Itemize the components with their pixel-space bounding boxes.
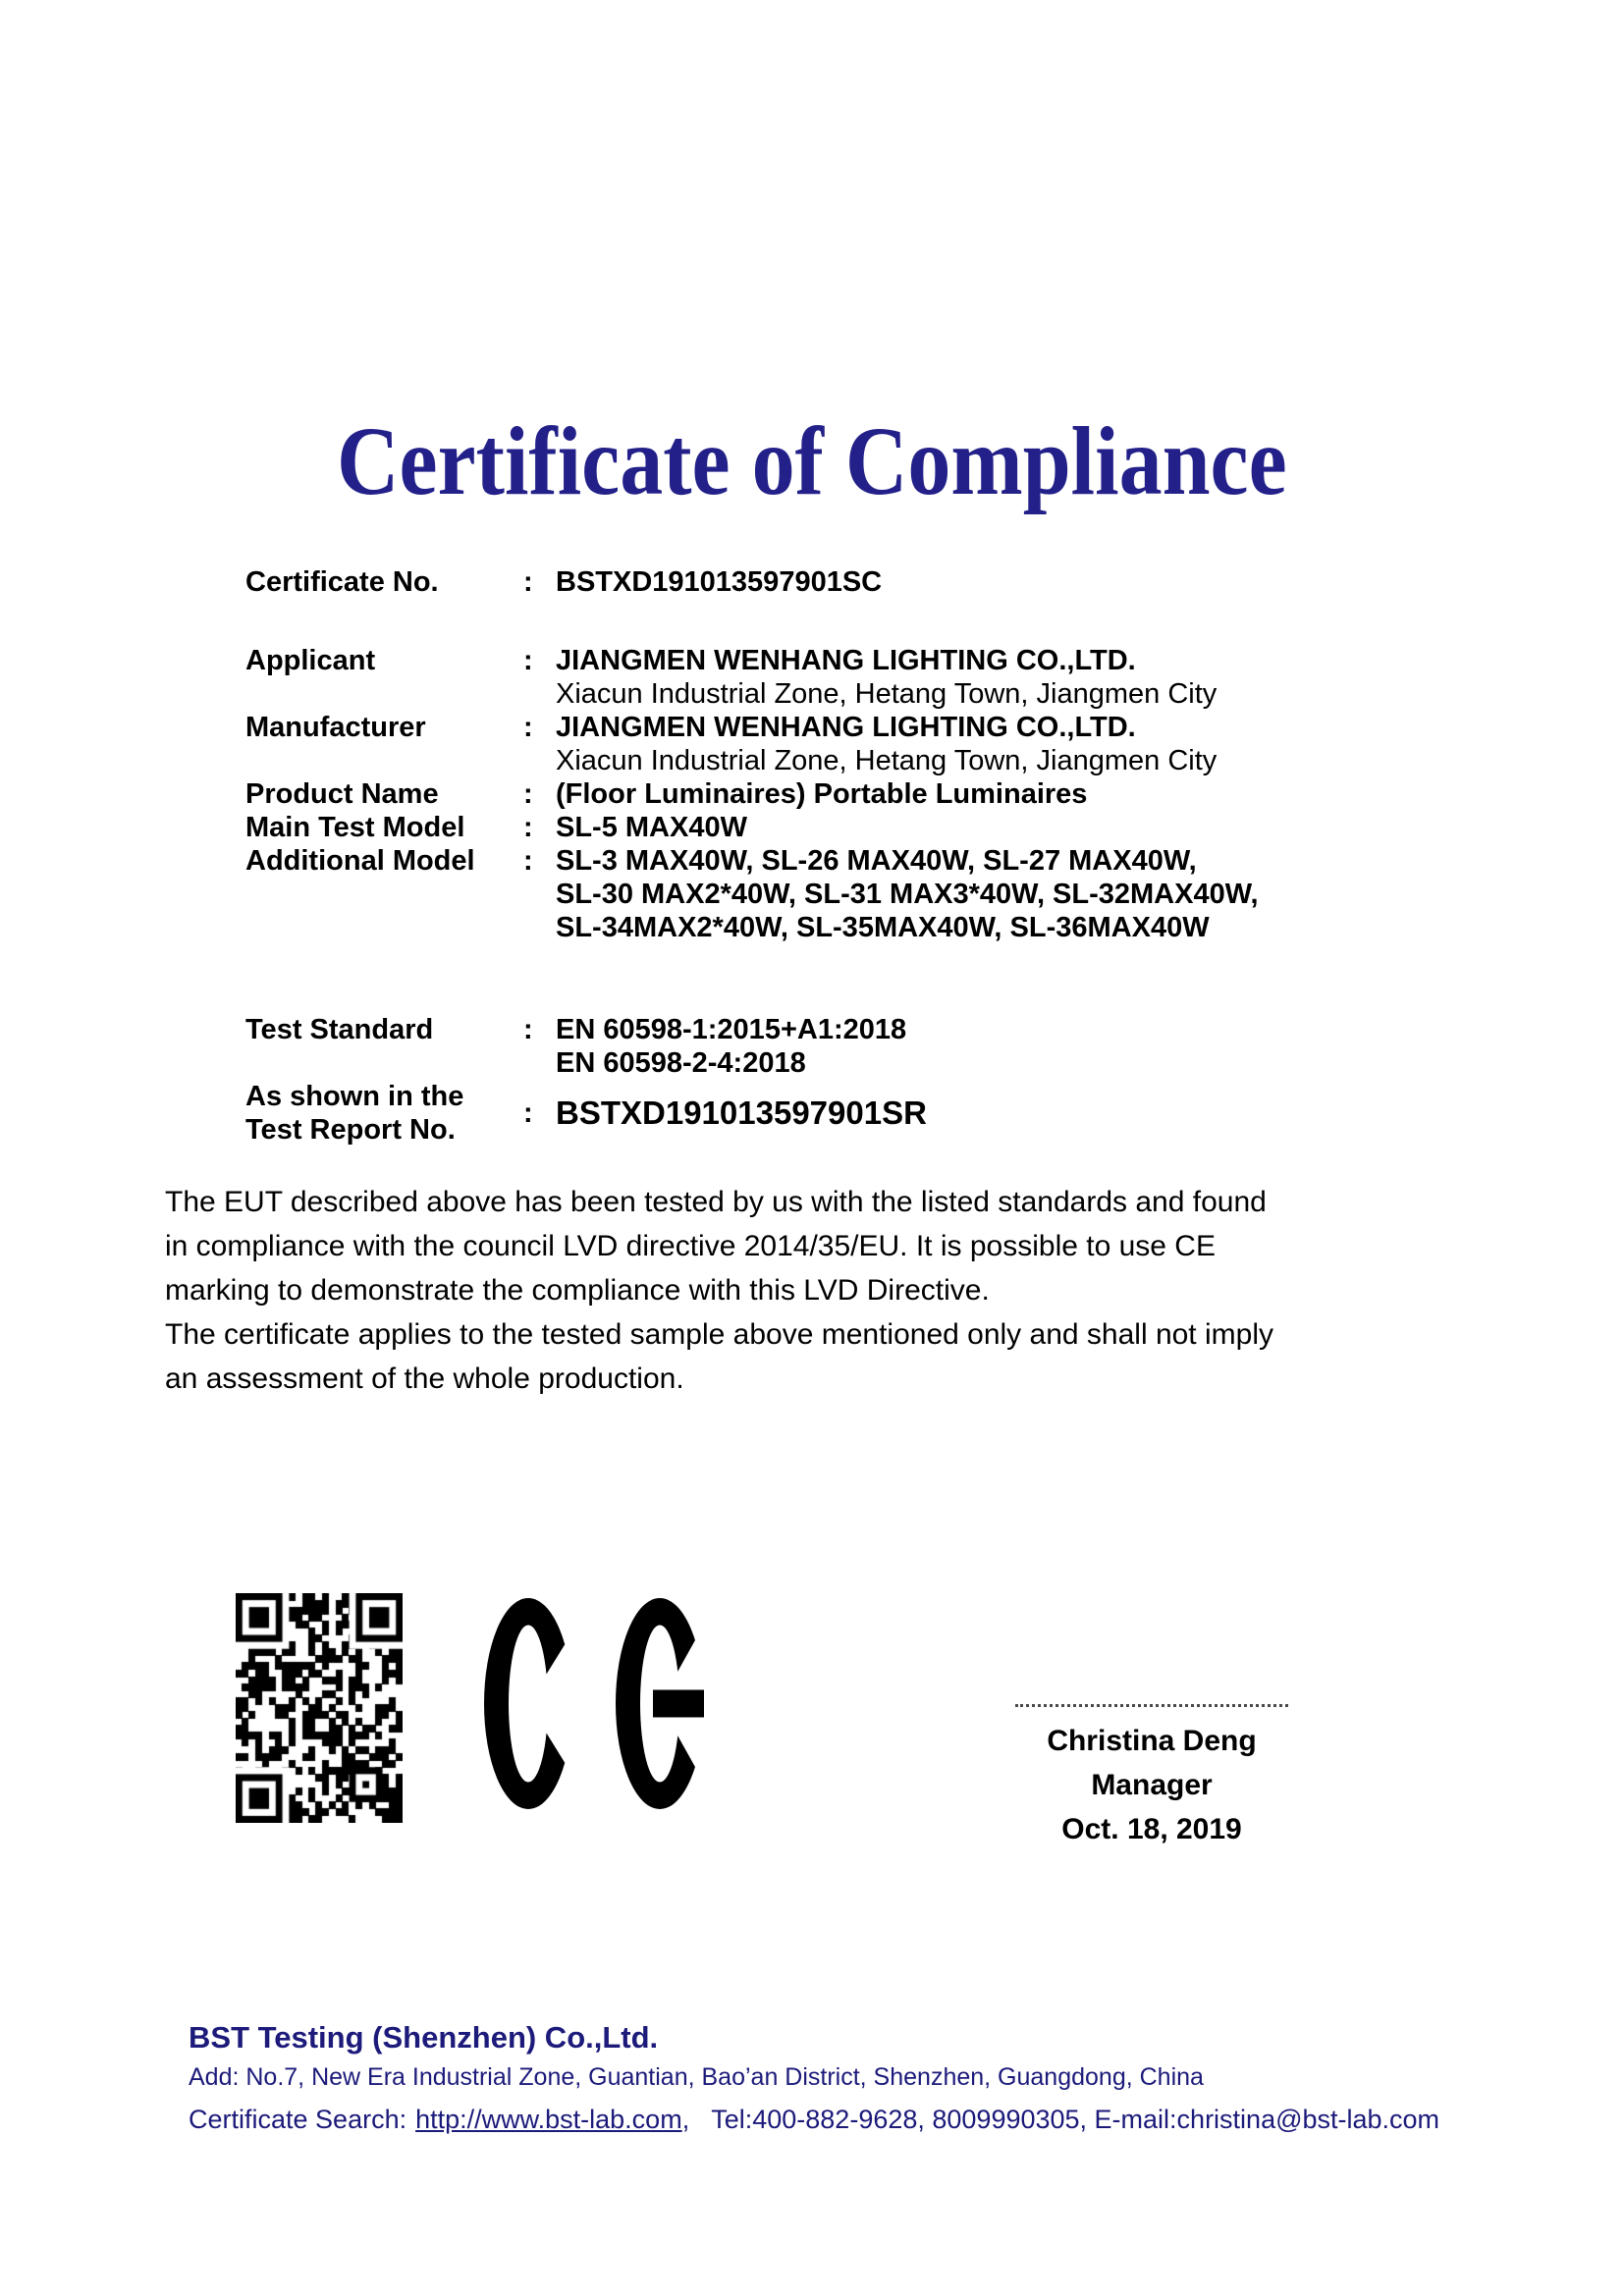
manufacturer-name: JIANGMEN WENHANG LIGHTING CO.,LTD.: [556, 712, 1136, 743]
field-label: Applicant: [245, 645, 376, 676]
field-label: Main Test Model: [245, 812, 465, 843]
field-row-main-test-model: [245, 811, 1414, 844]
field-row-certificate-no: [245, 565, 1414, 599]
field-colon: :: [523, 1014, 533, 1045]
test-standard-line: EN 60598-2-4:2018: [556, 1047, 806, 1079]
manufacturer-address: Xiacun Industrial Zone, Hetang Town, Jiangmen City: [556, 745, 1218, 776]
field-colon: :: [523, 812, 533, 843]
test-standard-line: EN 60598-1:2015+A1:2018: [556, 1014, 907, 1045]
signature-date: Oct. 18, 2019: [1061, 1813, 1242, 1845]
certificate-search-link[interactable]: http://www.bst-lab.com: [415, 2105, 682, 2134]
statement-line: an assessment of the whole production.: [165, 1362, 684, 1395]
field-label: [245, 1080, 523, 1147]
certificate-title: [0, 404, 1624, 517]
field-row-applicant: [245, 644, 1414, 711]
additional-model-line: SL-3 MAX40W, SL-26 MAX40W, SL-27 MAX40W,: [556, 845, 1197, 877]
field-row-manufacturer: [245, 711, 1414, 777]
signatory-title: Manager: [1091, 1769, 1213, 1801]
certificate-number-value: BSTXD191013597901SC: [556, 566, 883, 598]
test-report-number-value: BSTXD191013597901SR: [556, 1095, 927, 1131]
field-label: Certificate No.: [245, 566, 439, 598]
signature-dotted-line: [1015, 1704, 1288, 1707]
field-colon: :: [523, 566, 533, 598]
field-colon: :: [523, 1097, 533, 1129]
certificate-search-label: Certificate Search:: [189, 2105, 407, 2134]
statement-line: The certificate applies to the tested sample above mentioned only and shall not imply: [165, 1318, 1273, 1351]
field-colon: :: [523, 845, 533, 877]
statement-line: in compliance with the council LVD directive 2014/35/EU. It is possible to use CE: [165, 1230, 1216, 1262]
statement-line: marking to demonstrate the compliance with this LVD Directive.: [165, 1274, 990, 1307]
field-row-test-standard: [245, 1013, 1414, 1080]
footer-company-name: BST Testing (Shenzhen) Co.,Ltd.: [189, 2020, 659, 2055]
product-name-value: (Floor Luminaires) Portable Luminaires: [556, 778, 1088, 810]
footer-search-line: [189, 2105, 1439, 2135]
certificate-title-text: Certificate of Compliance: [337, 406, 1287, 515]
applicant-name: JIANGMEN WENHANG LIGHTING CO.,LTD.: [556, 645, 1136, 676]
ce-mark-logo: [484, 1598, 705, 1809]
statement-line: The EUT described above has been tested by us with the listed standards and found: [165, 1186, 1267, 1218]
signatory-name: Christina Deng: [1047, 1725, 1257, 1757]
field-label: Product Name: [245, 778, 439, 810]
footer-address: Add: No.7, New Era Industrial Zone, Guantian, Bao’an District, Shenzhen, Guangdong, China: [189, 2063, 1204, 2091]
ce-letter-e: [616, 1598, 705, 1809]
report-label-line: As shown in the: [245, 1081, 464, 1112]
report-label-line: Test Report No.: [245, 1114, 456, 1146]
ce-letter-c: [484, 1598, 578, 1809]
applicant-address: Xiacun Industrial Zone, Hetang Town, Jiangmen City: [556, 678, 1218, 710]
signature-block: [1009, 1704, 1294, 1851]
field-label: Additional Model: [245, 845, 475, 877]
field-row-additional-model: [245, 844, 1414, 944]
field-colon: :: [523, 645, 533, 676]
field-row-product-name: [245, 777, 1414, 811]
qr-code: [236, 1593, 403, 1823]
field-row-test-report-no: [245, 1080, 1414, 1147]
certificate-fields: [245, 565, 1414, 1147]
additional-model-line: SL-34MAX2*40W, SL-35MAX40W, SL-36MAX40W: [556, 912, 1210, 943]
footer-contact-info: , Tel:400-882-9628, 8009990305, E-mail:christina@bst-lab.com: [681, 2105, 1440, 2134]
field-label: Test Standard: [245, 1014, 434, 1045]
field-label: Manufacturer: [245, 712, 426, 743]
field-colon: :: [523, 712, 533, 743]
main-test-model-value: SL-5 MAX40W: [556, 812, 747, 843]
field-colon: :: [523, 778, 533, 810]
additional-model-line: SL-30 MAX2*40W, SL-31 MAX3*40W, SL-32MAX40W,: [556, 879, 1259, 910]
compliance-statement: [165, 1180, 1471, 1401]
